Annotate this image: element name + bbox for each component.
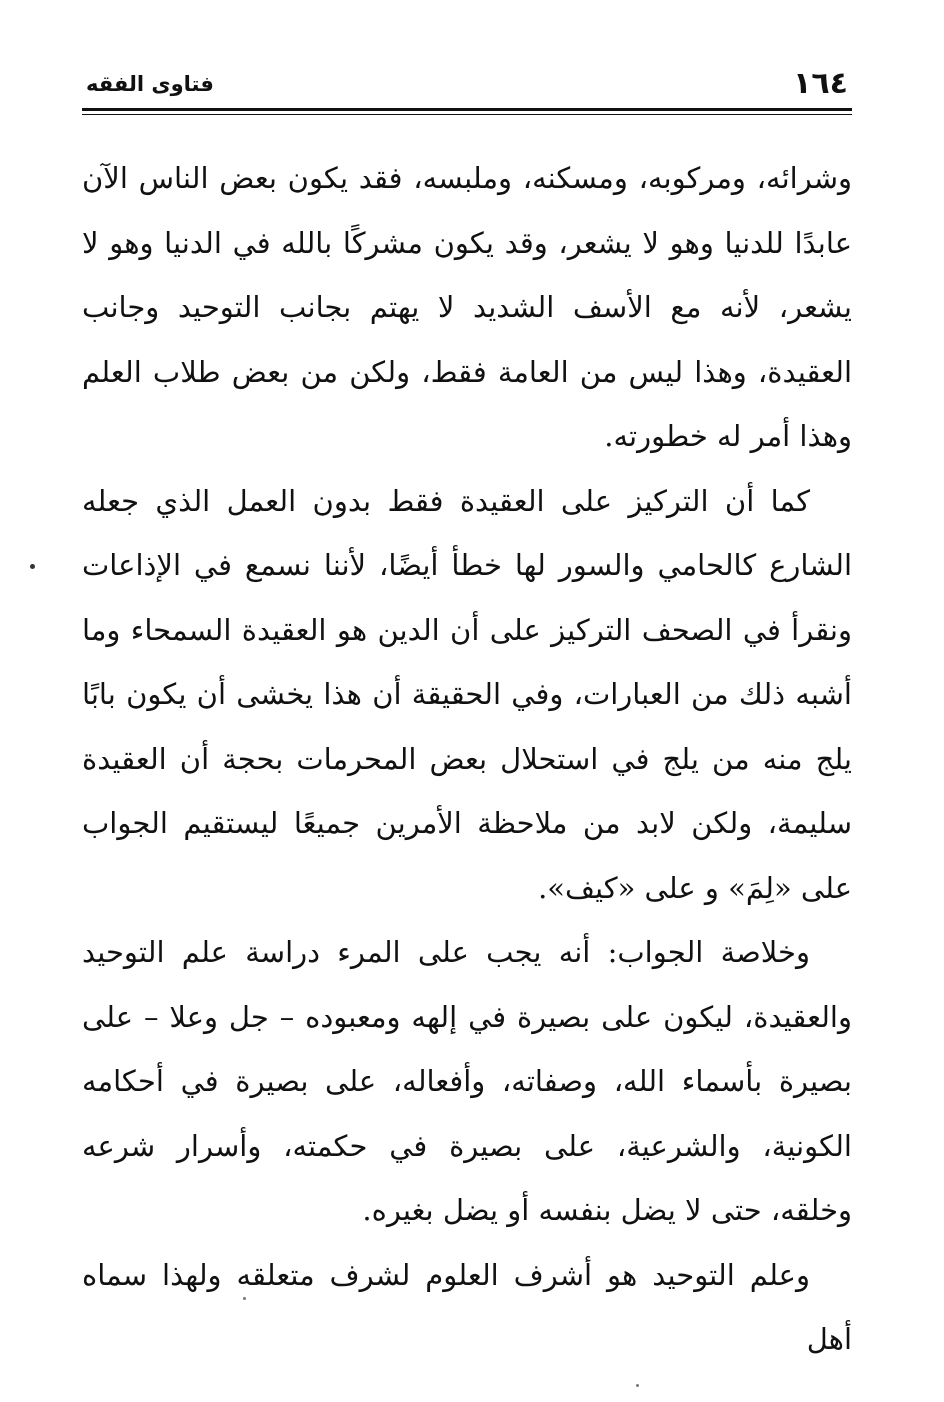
body-text xyxy=(82,146,852,1372)
paragraph-4: وعلم التوحيد هو أشرف العلوم لشرف متعلقه ولهذا سماه أهل xyxy=(82,1257,852,1356)
scan-speck xyxy=(243,1297,246,1300)
paragraph-3: وخلاصة الجواب: أنه يجب على المرء دراسة علم التوحيد والعقيدة، ليكون على بصيرة في إلهه ومعبوده – جل وعلا – على بصيرة بأسماء الله، وصفاته، وأفعاله، على بصيرة في أحكامه الكونية، والشرعية، على بصيرة في حكمته، وأسرار شرعه وخلقه، حتى لا يضل بنفسه أو يضل بغيره. xyxy=(82,935,852,1227)
header-rule-thin xyxy=(82,114,852,115)
scan-speck xyxy=(636,1384,639,1387)
paragraph-1: وشرائه، ومركوبه، ومسكنه، وملبسه، فقد يكون بعض الناس الآن عابدًا للدنيا وهو لا يشعر، وقد يكون مشركًا بالله في الدنيا وهو لا يشعر، لأنه مع الأسف الشديد لا يهتم بجانب التوحيد وجانب العقيدة، وهذا ليس من العامة فقط، ولكن من بعض طلاب العلم وهذا أمر له خطورته. xyxy=(82,161,852,453)
paragraph-2: كما أن التركيز على العقيدة فقط بدون العمل الذي جعله الشارع كالحامي والسور لها خطأ أيضًا، لأننا نسمع في الإذاعات ونقرأ في الصحف التركيز على أن الدين هو العقيدة السمحاء وما أشبه ذلك من العبارات، وفي الحقيقة أن هذا يخشى أن يكون بابًا يلج منه من يلج في استحلال بعض المحرمات بحجة أن العقيدة سليمة، ولكن لابد من ملاحظة الأمرين جميعًا ليستقيم الجواب على «لِمَ» و على «كيف». xyxy=(82,483,852,905)
page-number: ١٦٤ xyxy=(793,66,848,101)
margin-mark xyxy=(30,564,35,569)
page-header xyxy=(82,66,852,112)
book-title: فتاوى الفقه xyxy=(86,72,214,96)
header-rule-thick xyxy=(82,108,852,111)
